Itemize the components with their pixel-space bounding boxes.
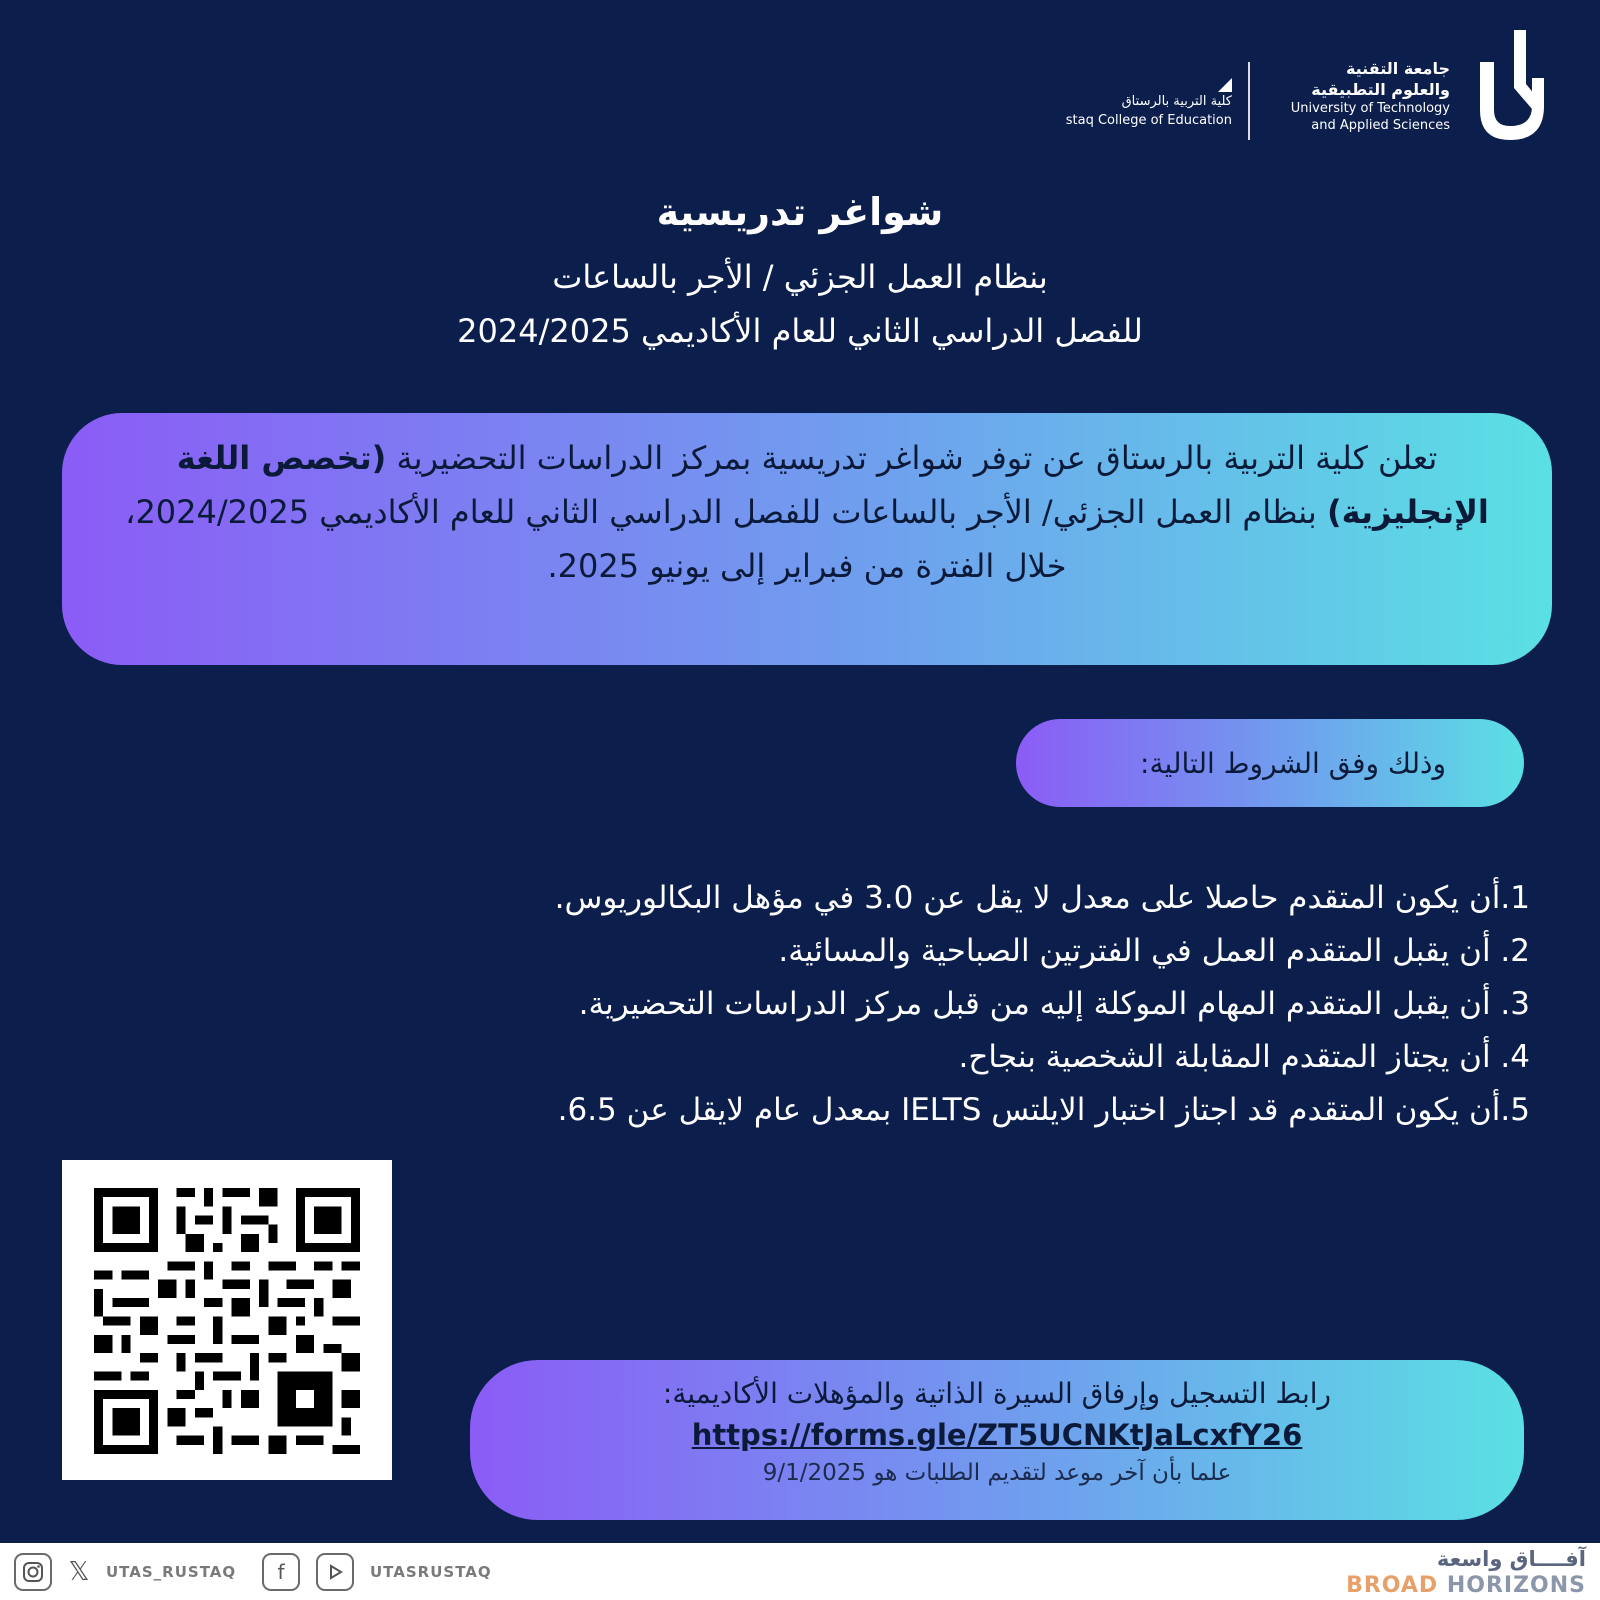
- social-handle-2: UTASRUSTAQ: [370, 1563, 492, 1581]
- announcement-text-after: بنظام العمل الجزئي/ الأجر بالساعات للفصل الدراسي الثاني للعام الأكاديمي 2024/2025، خلال الفترة من فبراير إلى يونيو 2025.: [125, 493, 1327, 585]
- announcement-specialization: (تخصص اللغة الإنجليزية): [176, 439, 1489, 531]
- college-logo-icon: [1216, 78, 1232, 92]
- header-divider: [1248, 62, 1250, 140]
- page-title: شواغر تدريسية: [656, 190, 944, 234]
- condition-item: 4. أن يجتاز المتقدم المقابلة الشخصية بنجاح.: [958, 1039, 1530, 1075]
- broad-horizons-word-2: HORIZONS: [1438, 1573, 1586, 1598]
- condition-item: 3. أن يقبل المتقدم المهام الموكلة إليه من قبل مركز الدراسات التحضيرية.: [578, 986, 1530, 1022]
- youtube-icon[interactable]: [316, 1553, 354, 1591]
- qr-code-icon: [94, 1188, 360, 1454]
- social-handle-1: UTAS_RUSTAQ: [106, 1563, 237, 1581]
- college-name-en: staq College of Education: [1065, 113, 1232, 128]
- x-twitter-icon[interactable]: 𝕏: [68, 1557, 90, 1587]
- instagram-icon[interactable]: [14, 1553, 52, 1591]
- broad-horizons-logo-en: [1346, 1573, 1586, 1598]
- university-name: [1270, 58, 1450, 134]
- registration-link[interactable]: https://forms.gle/ZT5UCNKtJaLcxfY26: [691, 1418, 1303, 1452]
- broad-horizons-logo-ar: آفــــاق واسعة: [1436, 1547, 1586, 1571]
- university-name-ar-2: والعلوم التطبيقية: [1311, 80, 1450, 99]
- conditions-list: [480, 872, 1530, 1137]
- college-name: [1040, 78, 1232, 130]
- university-name-en-2: and Applied Sciences: [1311, 118, 1450, 133]
- qr-code[interactable]: [62, 1160, 392, 1480]
- university-name-ar-1: جامعة التقنية: [1345, 59, 1450, 78]
- conditions-header-badge: [1016, 719, 1524, 807]
- announcement-text: [62, 413, 1552, 593]
- registration-label: رابط التسجيل وإرفاق السيرة الذاتية والمؤهلات الأكاديمية:: [662, 1377, 1332, 1410]
- deadline-note: علما بأن آخر موعد لتقديم الطلبات هو 9/1/2025: [762, 1460, 1232, 1486]
- condition-item: 2. أن يقبل المتقدم العمل في الفترتين الصباحية والمسائية.: [778, 933, 1530, 969]
- university-name-en-1: University of Technology: [1290, 101, 1450, 116]
- conditions-header-label: وذلك وفق الشروط التالية:: [1140, 746, 1446, 780]
- college-name-ar: كلية التربية بالرستاق: [1121, 94, 1232, 109]
- facebook-icon[interactable]: f: [262, 1553, 300, 1591]
- footer-bar: [0, 1543, 1600, 1600]
- university-logo-icon: [1466, 26, 1548, 144]
- condition-item: 5.أن يكون المتقدم قد اجتاز اختبار الايلتس IELTS بمعدل عام لايقل عن 6.5.: [557, 1092, 1530, 1128]
- page-subtitle-2: للفصل الدراسي الثاني للعام الأكاديمي 2024/2025: [457, 312, 1143, 350]
- page-subtitle-1: بنظام العمل الجزئي / الأجر بالساعات: [552, 258, 1048, 296]
- broad-horizons-word-1: BROAD: [1346, 1573, 1439, 1598]
- condition-item: 1.أن يكون المتقدم حاصلا على معدل لا يقل عن 3.0 في مؤهل البكالوريوس.: [554, 880, 1530, 916]
- registration-panel: [470, 1360, 1524, 1520]
- announcement-text-before: تعلن كلية التربية بالرستاق عن توفر شواغر تدريسية بمركز الدراسات التحضيرية: [386, 439, 1438, 477]
- announcement-panel: [62, 413, 1552, 665]
